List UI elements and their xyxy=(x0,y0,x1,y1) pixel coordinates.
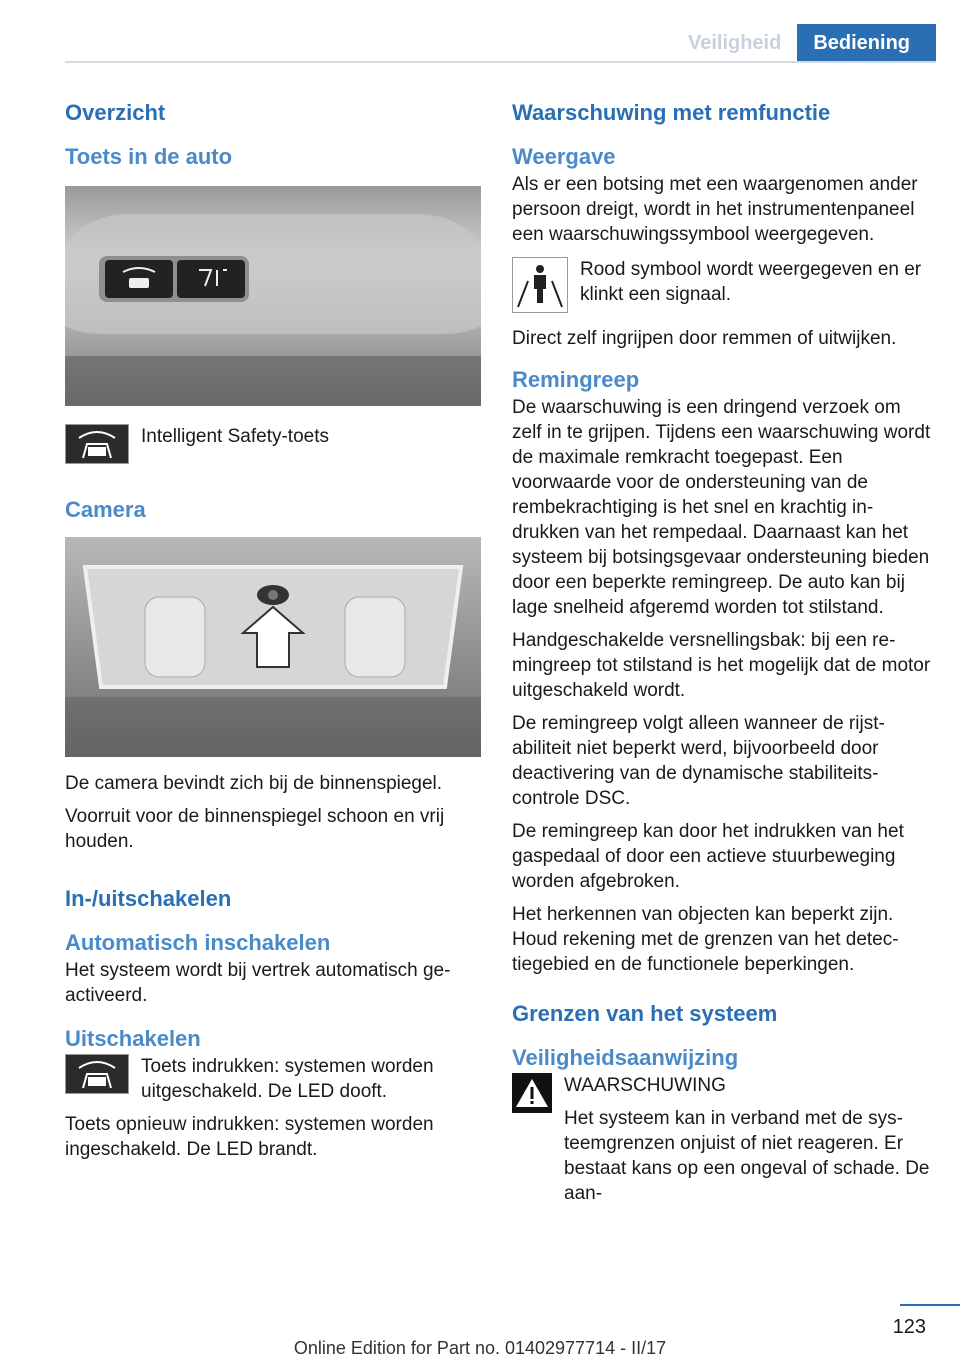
heading-overview: Overzicht xyxy=(65,100,166,125)
edition-text: Online Edition for Part no. 01402977714 - II/17 xyxy=(293,1338,667,1358)
camera-photo xyxy=(65,537,481,757)
button-photo xyxy=(65,186,481,406)
brake-text-3: De remingreep volgt alleen wanneer de rijstabiliteit niet beperkt werd, bijvoorbeeld door deactivering van de dynamische stabiliteitscontrole DSC. xyxy=(512,713,885,809)
brake-text-1: De waarschuwing is een dringend verzoek om zelf in te grijpen. Tijdens een waarschuwing wordt de maximale remkracht toegepast. Een voorwaarde voor de ondersteuning van de rembekrachtiging is het snel en krachtig indrukken van het rempedaal. Daarnaast kan het systeem bij botsingsgevaar ondersteuning bieden door een beperkte remingreep. De auto kan bij lage snelheid afgeremd worden tot stilstand. xyxy=(512,397,931,618)
warning-text-start: Het systeem kan in verband met de systeemgrenzen onjuist of niet reageren. Er bestaat kans op een ongeval of schade. De aan- xyxy=(564,1108,930,1204)
camera-clean-text: Voorruit voor de binnenspiegel schoon en vrij houden. xyxy=(65,806,445,852)
heading-off: Uitschakelen xyxy=(65,1026,201,1051)
header-tabs xyxy=(672,24,936,62)
heading-on-off: In-/uitschakelen xyxy=(65,886,232,911)
button-caption: Intelligent Safety-toets xyxy=(141,426,329,447)
warning-row xyxy=(512,1073,932,1206)
button-caption-row xyxy=(65,424,481,469)
heading-button-in-car: Toets in de auto xyxy=(65,144,233,169)
heading-safety-note: Veiligheidsaanwijzing xyxy=(512,1045,739,1070)
warning-triangle-icon xyxy=(512,1073,552,1118)
heading-warning-brake: Waarschuwing met remfunctie xyxy=(512,100,831,125)
brake-text-4: De remingreep kan door het indrukken van het gaspedaal of door een actieve stuurbeweging worden afgebroken. xyxy=(512,821,904,892)
tab-safety[interactable]: Veiligheid xyxy=(687,32,782,54)
header-rule xyxy=(65,61,936,63)
heading-display: Weergave xyxy=(512,144,616,169)
pedestrian-warning-icon xyxy=(512,257,568,318)
heading-auto-on: Automatisch inschakelen xyxy=(65,930,331,955)
camera-location-text: De camera bevindt zich bij de binnenspiegel. xyxy=(65,773,443,794)
left-column xyxy=(65,98,481,1170)
warning-title: WAARSCHUWING xyxy=(564,1075,726,1096)
right-column xyxy=(512,98,932,1206)
on-again-text: Toets opnieuw indrukken: systemen worden ingeschakeld. De LED brandt. xyxy=(65,1114,434,1160)
display-text: Als er een botsing met een waargenomen ander persoon dreigt, wordt in het instrumentenpaneel een waarschuwingssymbool weergegeven. xyxy=(512,174,918,245)
symbol-text: Rood symbool wordt weergegeven en er klinkt een signaal. xyxy=(580,259,922,305)
page-number: 123 xyxy=(892,1316,926,1338)
brake-text-5: Het herkennen van objecten kan beperkt zijn. Houd rekening met de grenzen van het detectiegebied en de functionele beperkingen. xyxy=(512,904,899,975)
tab-operation[interactable]: Bediening xyxy=(797,24,936,62)
off-row xyxy=(65,1054,481,1104)
heading-camera: Camera xyxy=(65,497,146,522)
direct-action-text: Direct zelf ingrijpen door remmen of uitwijken. xyxy=(512,328,897,349)
intelligent-safety-icon xyxy=(65,1054,129,1099)
intelligent-safety-icon xyxy=(65,424,129,469)
off-instruction: Toets indrukken: systemen worden uitgeschakeld. De LED dooft. xyxy=(141,1056,434,1102)
heading-brake: Remingreep xyxy=(512,367,640,392)
auto-on-text: Het systeem wordt bij vertrek automatisch geactiveerd. xyxy=(65,960,451,1006)
heading-system-limits: Grenzen van het systeem xyxy=(512,1001,778,1026)
brake-text-2: Handgeschakelde versnellingsbak: bij een remingreep tot stilstand is het mogelijk dat de motor uitgeschakeld wordt. xyxy=(512,630,931,701)
symbol-row xyxy=(512,257,932,318)
footer-rule xyxy=(900,1304,960,1306)
